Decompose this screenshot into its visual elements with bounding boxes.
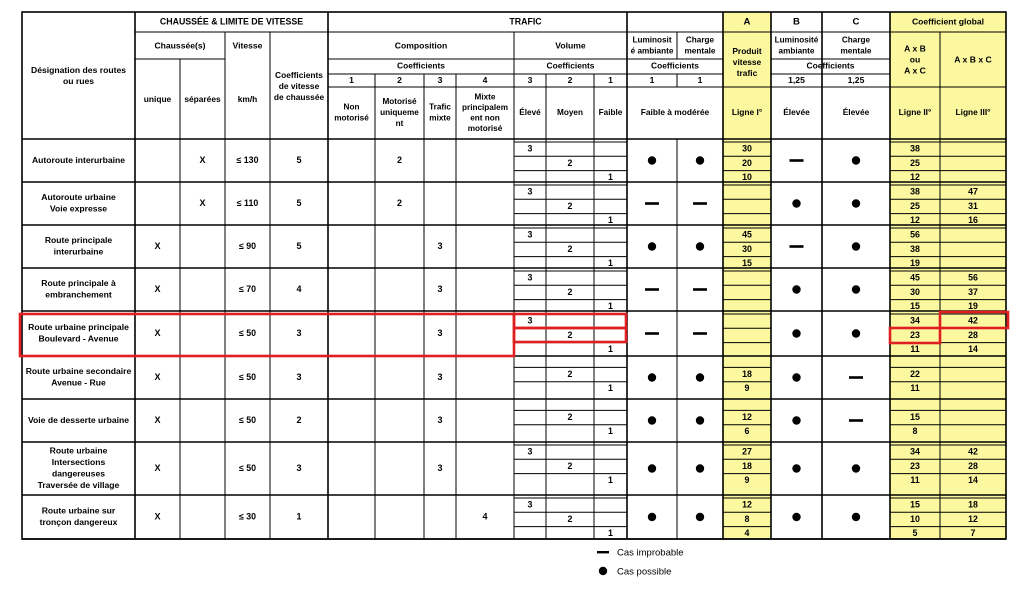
- row-vol: 1: [608, 528, 613, 539]
- row-vol: 1: [608, 426, 613, 437]
- header-vol-label: Faible: [598, 108, 623, 118]
- row-g3: 37: [968, 286, 978, 297]
- row-name: Boulevard - Avenue: [38, 333, 119, 344]
- row-unique: X: [154, 371, 161, 382]
- row-lum-dot-icon: [648, 416, 656, 424]
- header-b-label: ambiante: [778, 46, 815, 56]
- row-b-dot-icon: [792, 464, 800, 472]
- header-comp-non-motorise: motorisé: [334, 113, 369, 123]
- row-name: tronçon dangereux: [39, 517, 118, 528]
- row-name: Route principale: [44, 235, 113, 246]
- row-comp: 4: [482, 511, 488, 522]
- row-g2: 11: [910, 475, 920, 486]
- row-a: 27: [742, 446, 752, 457]
- header-comp-motorise: uniqueme: [380, 108, 419, 118]
- row-c-dot-icon: [852, 329, 860, 337]
- header-kmh: km/h: [237, 94, 258, 105]
- row-coef: 3: [296, 462, 302, 473]
- row-name: Intersections: [51, 457, 106, 468]
- row-vol: 1: [608, 172, 613, 183]
- header-axb: ou: [909, 54, 921, 65]
- header-lum-amb: é ambiante: [630, 46, 674, 56]
- header-coef-chaussee: de vitesse: [278, 81, 320, 92]
- row-c-dot-icon: [852, 285, 860, 293]
- row-name: Route urbaine principale: [28, 322, 129, 333]
- row-comp: 3: [437, 327, 443, 338]
- row-g2: 56: [910, 229, 920, 240]
- row-vol: 3: [527, 229, 533, 240]
- header-charge-coef: 1: [697, 74, 703, 85]
- row-vitesse: ≤ 50: [238, 414, 257, 425]
- row-g3: 18: [968, 499, 978, 510]
- header-comp-non-motorise: Non: [343, 102, 360, 112]
- row-g2: 25: [910, 200, 920, 211]
- row-lum-dash-icon: [645, 332, 659, 335]
- row-g2: 15: [910, 499, 920, 510]
- row-vol: 2: [567, 200, 573, 211]
- row-vol: 2: [567, 513, 573, 524]
- row-charge-dot-icon: [696, 156, 704, 164]
- row-vol: 2: [567, 460, 573, 471]
- row-vitesse: ≤ 50: [238, 371, 257, 382]
- row-vol: 3: [527, 272, 533, 283]
- row-a: 10: [742, 172, 752, 183]
- row-vol: 3: [527, 143, 533, 154]
- row-g3: 14: [968, 475, 978, 486]
- row-g3: 28: [968, 329, 978, 340]
- row-g3: 28: [968, 460, 978, 471]
- row-b-dash-icon: [790, 245, 804, 248]
- header-comp-mixte-principal: motorisé: [467, 123, 503, 133]
- row-name: interurbaine: [53, 246, 104, 257]
- row-vitesse: ≤ 130: [236, 154, 259, 165]
- row-g2: 15: [910, 301, 920, 312]
- row-lum-dot-icon: [648, 373, 656, 381]
- row-g2: 12: [910, 172, 920, 183]
- row-charge-dot-icon: [696, 242, 704, 250]
- row-charge-dot-icon: [696, 373, 704, 381]
- header-c-val: Élevée: [842, 107, 870, 118]
- header-axbxc: A x B x C: [954, 54, 992, 65]
- row-a: 15: [742, 258, 752, 269]
- row-name: Autoroute interurbaine: [31, 154, 126, 165]
- header-comp-coef: 2: [397, 74, 402, 85]
- header-trafic: TRAFIC: [509, 16, 542, 27]
- row-comp: 3: [437, 283, 443, 294]
- row-g2: 25: [910, 157, 920, 168]
- row-g2: 8: [912, 426, 918, 437]
- row-comp: 2: [396, 197, 403, 208]
- header-coefficients: Coefficients: [806, 60, 855, 71]
- row-b-dot-icon: [792, 416, 800, 424]
- row-g2: 15: [910, 411, 920, 422]
- row-vol: 3: [527, 499, 533, 510]
- header-c-label: Charge: [841, 35, 871, 45]
- header-lum-amb: Luminosit: [632, 35, 672, 45]
- row-g2: 30: [910, 286, 920, 297]
- row-coef: 5: [296, 197, 302, 208]
- header-ligne2: Ligne II°: [898, 107, 932, 118]
- header-vol-coef: 1: [608, 74, 613, 85]
- row-g3: 19: [968, 301, 978, 312]
- header-coef-chaussee: de chaussée: [273, 92, 325, 103]
- row-g2: 38: [910, 243, 920, 254]
- row-vol: 1: [608, 344, 613, 355]
- header-c-coef: 1,25: [847, 74, 865, 85]
- header-separees: séparées: [184, 94, 221, 105]
- header-vol-label: Élevé: [519, 108, 541, 118]
- row-vitesse: ≤ 70: [238, 283, 257, 294]
- header-coefficients: Coefficients: [651, 60, 699, 71]
- row-g3: 56: [968, 272, 978, 283]
- header-b-label: Luminosité: [774, 35, 819, 45]
- row-b-dot-icon: [792, 373, 800, 381]
- row-vol: 1: [608, 215, 613, 226]
- header-comp-motorise: Motorisé: [382, 97, 417, 107]
- header-unique: unique: [143, 94, 172, 105]
- row-lum-dot-icon: [648, 464, 656, 472]
- row-comp: 3: [437, 414, 443, 425]
- row-name: Route principale à: [41, 278, 116, 289]
- header-comp-mixte: Trafic: [429, 102, 451, 112]
- header-vol-coef: 2: [567, 74, 573, 85]
- header-a-letter: A: [743, 16, 751, 28]
- row-vol: 2: [567, 243, 573, 254]
- header-a-label: Produit: [732, 46, 762, 57]
- row-a: 12: [742, 499, 752, 510]
- row-vol: 1: [608, 258, 613, 269]
- row-charge-dash-icon: [693, 288, 707, 291]
- header-coef-chaussee: Coefficients: [275, 70, 323, 81]
- header-comp-motorise: nt: [395, 119, 404, 129]
- row-b-dot-icon: [792, 329, 800, 337]
- header-a-label: trafic: [736, 68, 758, 79]
- row-vitesse: ≤ 50: [238, 462, 257, 473]
- row-comp: 3: [437, 371, 443, 382]
- header-chaussees: Chaussée(s): [154, 40, 206, 51]
- row-b-dash-icon: [790, 159, 804, 162]
- row-charge-dash-icon: [693, 202, 707, 205]
- header-vol-coef: 3: [527, 74, 533, 85]
- row-unique: X: [154, 414, 161, 425]
- header-ligne3: Ligne III°: [955, 107, 991, 118]
- header-charge: Charge: [685, 35, 715, 45]
- row-vitesse: ≤ 90: [238, 240, 257, 251]
- row-lum-dash-icon: [645, 288, 659, 291]
- header-c-letter: C: [852, 16, 860, 28]
- row-a: 45: [742, 229, 752, 240]
- row-vol: 2: [567, 329, 573, 340]
- row-vol: 2: [567, 286, 573, 297]
- row-g2: 19: [910, 258, 920, 269]
- row-lum-dot-icon: [648, 513, 656, 521]
- row-g2: 12: [910, 215, 920, 226]
- row-g3: 42: [968, 446, 978, 457]
- row-g3: 14: [968, 344, 978, 355]
- row-g2: 34: [910, 446, 920, 457]
- row-vol: 2: [567, 411, 573, 422]
- header-a-label: vitesse: [732, 57, 762, 68]
- header-b-letter: B: [793, 16, 800, 28]
- header-comp-mixte-principal: principalem: [462, 102, 508, 112]
- header-axb: A x C: [904, 65, 926, 76]
- header-coefficients: Coefficients: [397, 60, 445, 71]
- row-g2: 34: [910, 315, 920, 326]
- row-a: 4: [744, 528, 750, 539]
- row-g2: 10: [910, 513, 920, 524]
- row-coef: 5: [296, 154, 302, 165]
- row-unique: X: [154, 511, 161, 522]
- column-global-bg: [890, 12, 1006, 539]
- header-chaussee-limite: CHAUSSÉE & LIMITE DE VITESSE: [159, 16, 304, 27]
- row-a: 6: [744, 426, 750, 437]
- row-g2: 5: [912, 528, 918, 539]
- row-a: 9: [744, 475, 750, 486]
- row-c-dash-icon: [849, 419, 863, 422]
- row-lum-dot-icon: [648, 242, 656, 250]
- row-name: Route urbaine secondaire: [25, 366, 132, 377]
- row-name: Avenue - Rue: [51, 377, 106, 388]
- row-g3: 7: [970, 528, 976, 539]
- row-unique: X: [154, 327, 161, 338]
- row-vol: 3: [527, 186, 533, 197]
- row-g3: 47: [968, 186, 978, 197]
- row-c-dot-icon: [852, 464, 860, 472]
- row-coef: 3: [296, 371, 302, 382]
- row-c-dot-icon: [852, 513, 860, 521]
- row-coef: 4: [296, 283, 302, 294]
- legend-dot-label: Cas possible: [617, 566, 672, 578]
- row-vol: 3: [527, 446, 533, 457]
- header-faible-moderee: Faible à modérée: [640, 107, 710, 118]
- row-g2: 23: [910, 329, 920, 340]
- row-a: 30: [742, 243, 752, 254]
- header-charge: mentale: [684, 46, 716, 56]
- row-vitesse: ≤ 30: [238, 511, 257, 522]
- row-unique: X: [154, 240, 161, 251]
- row-g2: 22: [910, 368, 920, 379]
- row-b-dot-icon: [792, 199, 800, 207]
- row-g2: 23: [910, 460, 920, 471]
- row-name: embranchement: [45, 289, 112, 300]
- row-b-dot-icon: [792, 285, 800, 293]
- legend-dot-icon: [599, 567, 607, 575]
- row-g2: 11: [910, 344, 920, 355]
- row-vol: 1: [608, 383, 613, 394]
- row-charge-dot-icon: [696, 513, 704, 521]
- header-a-ligne: Ligne I°: [731, 107, 763, 118]
- header-composition: Composition: [394, 40, 448, 51]
- row-comp: 3: [437, 240, 443, 251]
- row-c-dot-icon: [852, 199, 860, 207]
- row-coef: 2: [296, 414, 302, 425]
- row-vol: 2: [567, 368, 573, 379]
- row-c-dot-icon: [852, 156, 860, 164]
- row-g2: 45: [910, 272, 920, 283]
- row-lum-dash-icon: [645, 202, 659, 205]
- row-a: 12: [742, 411, 752, 422]
- row-vol: 1: [608, 475, 613, 486]
- header-comp-coef: 1: [349, 74, 354, 85]
- row-separees: X: [199, 197, 206, 208]
- row-vitesse: ≤ 110: [236, 197, 259, 208]
- header-comp-mixte-principal: Mixte: [474, 92, 496, 102]
- header-comp-coef: 4: [482, 74, 488, 85]
- header-designation: ou rues: [62, 75, 95, 86]
- row-g2: 38: [910, 186, 920, 197]
- row-a: 9: [744, 383, 750, 394]
- header-vitesse: Vitesse: [232, 40, 263, 51]
- header-c-label: mentale: [840, 46, 872, 56]
- row-charge-dot-icon: [696, 416, 704, 424]
- row-name: Route urbaine: [49, 445, 108, 456]
- row-lum-dot-icon: [648, 156, 656, 164]
- header-lum-coef: 1: [649, 74, 655, 85]
- row-c-dash-icon: [849, 376, 863, 379]
- header-global: Coefficient global: [911, 16, 985, 27]
- row-g3: 12: [968, 513, 978, 524]
- row-g2: 11: [910, 383, 920, 394]
- row-name: Traversée de village: [37, 480, 120, 491]
- row-charge-dot-icon: [696, 464, 704, 472]
- header-comp-mixte-principal: ent non: [470, 113, 500, 123]
- header-b-coef: 1,25: [788, 74, 805, 85]
- row-comp: 3: [437, 462, 443, 473]
- row-a: 18: [742, 460, 752, 471]
- row-name: Voie de desserte urbaine: [27, 414, 130, 425]
- row-name: dangereuses: [51, 468, 106, 479]
- row-separees: X: [199, 154, 206, 165]
- legend-dash-icon: [597, 551, 609, 553]
- row-g3: 16: [968, 215, 978, 226]
- row-name: Voie expresse: [49, 203, 108, 214]
- row-a: 18: [742, 368, 752, 379]
- row-vol: 2: [567, 157, 573, 168]
- row-charge-dash-icon: [693, 332, 707, 335]
- row-g2: 38: [910, 143, 920, 154]
- header-coefficients: Coefficients: [546, 60, 595, 71]
- row-a: 30: [742, 143, 752, 154]
- row-coef: 3: [296, 327, 302, 338]
- header-designation: Désignation des routes: [30, 64, 127, 75]
- header-vol-label: Moyen: [557, 108, 583, 118]
- row-vol: 1: [608, 301, 613, 312]
- header-volume: Volume: [555, 40, 586, 51]
- row-a: 20: [742, 157, 752, 168]
- row-g3: 42: [968, 315, 978, 326]
- row-b-dot-icon: [792, 513, 800, 521]
- header-comp-mixte: mixte: [429, 113, 451, 123]
- row-vitesse: ≤ 50: [238, 327, 257, 338]
- row-unique: X: [154, 462, 161, 473]
- header-axb: A x B: [904, 43, 926, 54]
- row-g3: 31: [968, 200, 978, 211]
- row-comp: 2: [396, 154, 403, 165]
- legend-dash-label: Cas improbable: [617, 547, 684, 559]
- row-name: Route urbaine sur: [41, 505, 116, 516]
- header-b-val: Élevée: [783, 107, 810, 118]
- row-a: 8: [744, 513, 750, 524]
- row-c-dot-icon: [852, 242, 860, 250]
- header-comp-coef: 3: [437, 74, 443, 85]
- row-unique: X: [154, 283, 161, 294]
- row-coef: 5: [296, 240, 302, 251]
- row-coef: 1: [296, 511, 302, 522]
- row-name: Autoroute urbaine: [41, 192, 116, 203]
- row-vol: 3: [527, 315, 533, 326]
